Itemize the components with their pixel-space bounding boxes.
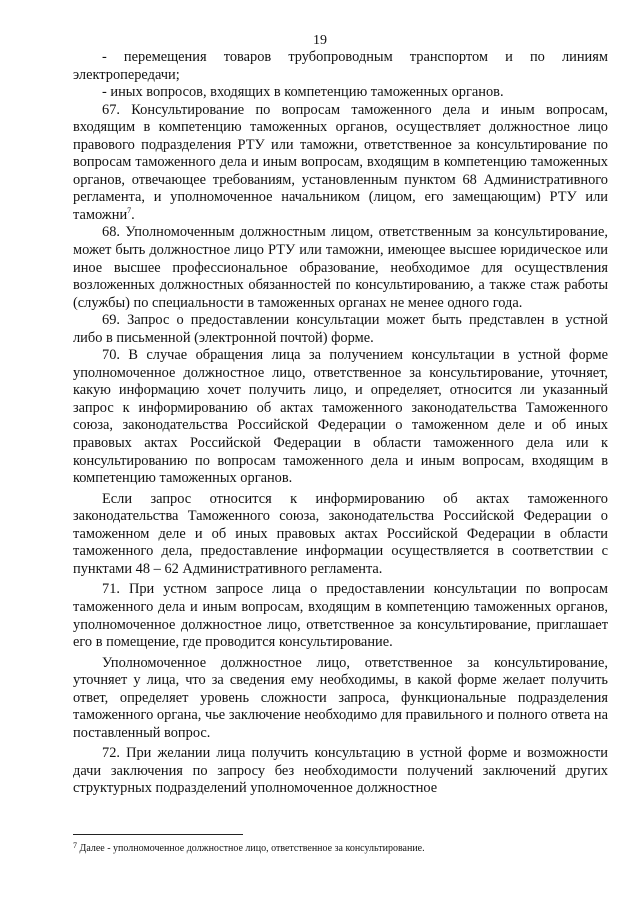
footnote-marker: 7 bbox=[73, 841, 77, 850]
paragraph-71-cont: Уполномоченное должностное лицо, ответственное за консультирование, уточняет у лица, что за сведения ему необходимы, в какой форме желает получить ответ, определяет уровень сложности запроса, функциональные подразделения таможенного органа, чье заключение необходимо для правильного и полного ответа на поставленный вопрос. bbox=[73, 654, 608, 741]
body-text bbox=[73, 49, 608, 798]
paragraph-71: 71. При устном запросе лица о предоставлении консультации по вопросам таможенного дела и иным вопросам, входящим в компетенцию таможенных органов, уполномоченное должностное лицо, ответственное за консультирование, приглашает его в помещение, где проводится консультирование. bbox=[73, 581, 608, 651]
footnote bbox=[73, 842, 608, 855]
footnote-divider bbox=[73, 834, 243, 835]
paragraph-72: 72. При желании лица получить консультацию в устной форме и возможности дачи заключения по запросу без необходимости получений заключений других структурных подразделений уполномоченное должностное bbox=[73, 745, 608, 797]
paragraph-67: 67. Консультирование по вопросам таможенного дела и иным вопросам, входящим в компетенцию таможенных органов, осуществляет должностное лицо правового подразделения РТУ или таможни, ответственное за консультирование по вопросам таможенного дела и иным вопросам, входящим в компетенцию таможенных органов, отвечающее требованиям, установленным пунктом 68 Административного регламента, и уполномоченное начальником (лицом, его замещающим) РТУ или таможни$^7$. bbox=[73, 101, 608, 223]
paragraph-list-item-other: - иных вопросов, входящих в компетенцию таможенных органов. bbox=[102, 84, 504, 101]
paragraph-70: 70. В случае обращения лица за получением консультации в устной форме уполномоченное должностное лицо, ответственное за консультирование, уточняет, какую информацию хочет получить лицо, и определяет, относится ли указанный запрос к информированию об актах таможенного законодательства Таможенного союза, законодательства Российской Федерации о таможенном деле и об иных правовых актах Российской Федерации в области таможенного дела или к консультированию по вопросам таможенного дела и иным вопросам, входящим в компетенцию таможенных органов. bbox=[73, 347, 608, 487]
paragraph-70-cont: Если запрос относится к информированию об актах таможенного законодательства Таможенного союза, законодательства Российской Федерации о таможенном деле и об иных правовых актах Российской Федерации в области таможенного дела, предоставление информации осуществляется в соответствии с пунктами 48 – 62 Административного регламента. bbox=[73, 490, 608, 577]
footnote-ref: 7 bbox=[127, 205, 132, 215]
paragraph-68: 68. Уполномоченным должностным лицом, ответственным за консультирование, может быть должностное лицо РТУ или таможни, имеющее высшее юридическое или иное высшее профессиональное образование, необходимое для осуществления возложенных должностных обязанностей по консультированию, а также стаж работы (службы) по специальности в таможенных органах не менее одного года. bbox=[73, 224, 608, 311]
paragraph-list-item-pipeline: - перемещения товаров трубопроводным транспортом и по линиям электропередачи; bbox=[73, 49, 608, 83]
page-number: 19 bbox=[313, 33, 327, 48]
paragraph-69: 69. Запрос о предоставлении консультации может быть представлен в устной либо в письменной (электронной почтой) форме. bbox=[73, 312, 608, 346]
footnote-text: Далее - уполномоченное должностное лицо, ответственное за консультирование. bbox=[79, 843, 425, 854]
paragraph-67-text: 67. Консультирование по вопросам таможенного дела и иным вопросам, входящим в компетенцию таможенных органов, осуществляет должностное лицо правового подразделения РТУ или таможни, ответственное за консультирование по вопросам таможенного дела и иным вопросам, входящим в компетенцию таможенных органов, отвечающее требованиям, установленным пунктом 68 Административного регламента, и уполномоченное начальником (лицом, его замещающим) РТУ или таможни bbox=[73, 101, 608, 223]
